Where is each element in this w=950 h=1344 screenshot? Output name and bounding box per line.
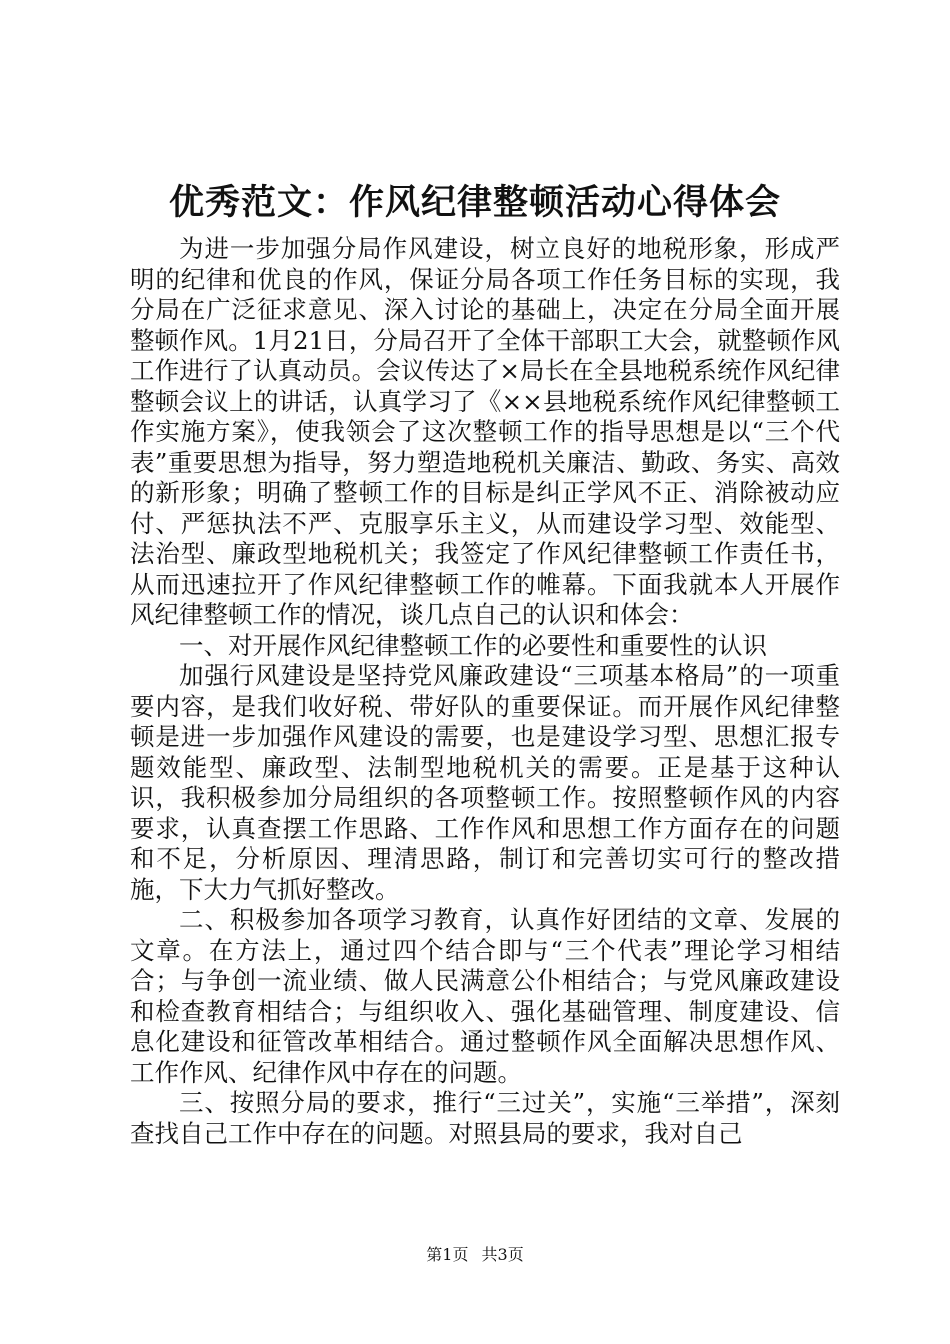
page-number: 第1页 xyxy=(426,1245,469,1264)
page-total: 共3页 xyxy=(481,1245,524,1264)
paragraph-intro: 为进一步加强分局作风建设，树立良好的地税形象，形成严明的纪律和优良的作风，保证分局各项工作任务目标的实现，我分局在广泛征求意见、深入讨论的基础上，决定在分局全面开展整顿作风。1月21日，分局召开了全体干部职工大会，就整顿作风工作进行了认真动员。会议传达了×局长在全县地税系统作风纪律整顿会议上的讲话，认真学习了《××县地税系统作风纪律整顿工作实施方案》，使我领会了这次整顿工作的指导思想是以“三个代表”重要思想为指导，努力塑造地税机关廉洁、勤政、务实、高效的新形象；明确了整顿工作的目标是纠正学风不正、消除被动应付、严惩执法不严、克服享乐主义，从而建设学习型、效能型、法治型、廉政型地税机关；我签定了作风纪律整顿工作责任书，从而迅速拉开了作风纪律整顿工作的帷幕。下面我就本人开展作风纪律整顿工作的情况，谈几点自己的认识和体会： xyxy=(130,234,840,629)
document-title: 优秀范文：作风纪律整顿活动心得体会 xyxy=(168,182,781,223)
document-body xyxy=(130,234,840,1149)
page-footer xyxy=(0,1244,950,1266)
paragraph-section-3: 三、按照分局的要求，推行“三过关”，实施“三举措”，深刻查找自己工作中存在的问题。对照县局的要求，我对自己 xyxy=(130,1088,840,1148)
paragraph-section-2: 二、积极参加各项学习教育，认真作好团结的文章、发展的文章。在方法上，通过四个结合即与“三个代表”理论学习相结合；与争创一流业绩、做人民满意公仆相结合；与党风廉政建设和检查教育相结合；与组织收入、强化基础管理、制度建设、信息化建设和征管改革相结合。通过整顿作风全面解决思想作风、工作作风、纪律作风中存在的问题。 xyxy=(130,905,840,1087)
section-heading-1: 一、对开展作风纪律整顿工作的必要性和重要性的认识 xyxy=(179,630,767,660)
paragraph-section-1: 加强行风建设是坚持党风廉政建设“三项基本格局”的一项重要内容，是我们收好税、带好队的重要保证。而开展作风纪律整顿是进一步加强作风建设的需要，也是建设学习型、思想汇报专题效能型、廉政型、法制型地税机关的需要。正是基于这种认识，我积极参加分局组织的各项整顿工作。按照整顿作风的内容要求，认真查摆工作思路、工作作风和思想工作方面存在的问题和不足，分析原因、理清思路，制订和完善切实可行的整改措施，下大力气抓好整改。 xyxy=(130,661,840,904)
